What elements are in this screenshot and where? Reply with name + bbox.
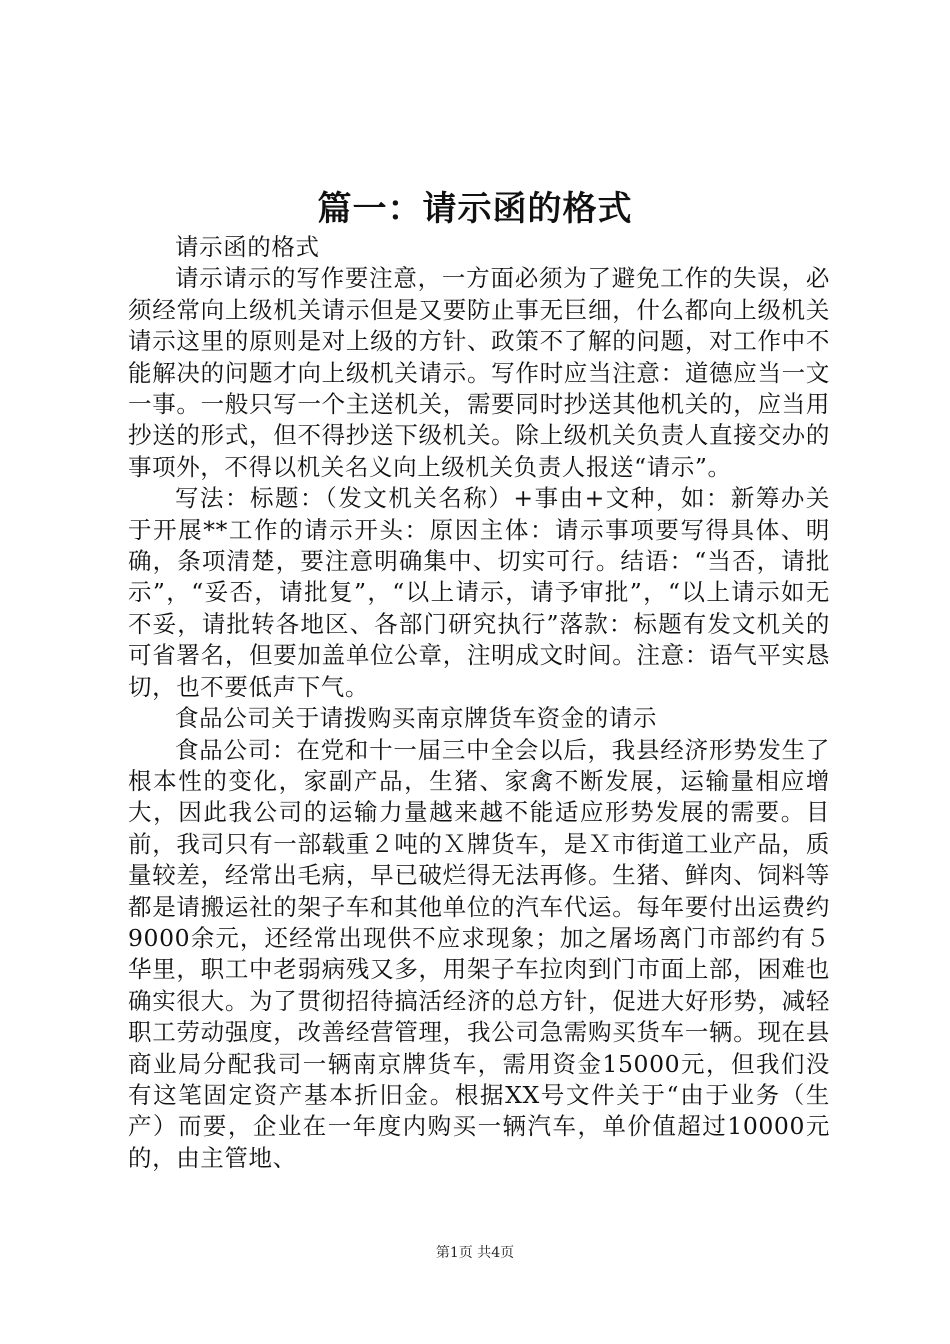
paragraph-example-body: 食品公司：在党和十一届三中全会以后，我县经济形势发生了根本性的变化，家副产品，生猪、家禽不断发展，运输量相应增大，因此我公司的运输力量越来越不能适应形势发展的需要。目前，我司只有一部载重２吨的Ｘ牌货车，是Ｘ市街道工业产品，质量较差，经常出毛病，早已破烂得无法再修。生猪、鲜肉、饲料等都是请搬运社的架子车和其他单位的汽车代运。每年要付出运费约9000余元，还经常出现供不应求现象；加之屠场离门市部约有５华里，职工中老弱病残又多，用架子车拉肉到门市面上部，困难也确实很大。为了贯彻招待搞活经济的总方针，促进大好形势，减轻职工劳动强度，改善经营管理，我公司急需购买货车一辆。现在县商业局分配我司一辆南京牌货车，需用资金15000元，但我们没有这笔固定资产基本折旧金。根据XX号文件关于“由于业务（生产）而要，企业在一年度内购买一辆汽车，单价值超过10000元的，由主管地、: [128, 735, 830, 1172]
document-body: [128, 232, 830, 1174]
paragraph-example-title: 食品公司关于请拨购买南京牌货车资金的请示: [175, 704, 657, 733]
paragraph-writing-notes: 请示请示的写作要注意，一方面必须为了避免工作的失误，必须经常向上级机关请示但是又要防止事无巨细，什么都向上级机关请示这里的原则是对上级的方针、政策不了解的问题，对工作中不能解决的问题才向上级机关请示。写作时应当注意：道德应当一文一事。一般只写一个主送机关，需要同时抄送其他机关的，应当用抄送的形式，但不得抄送下级机关。除上级机关负责人直接交办的事项外，不得以机关名义向上级机关负责人报送“请示”。: [128, 264, 830, 481]
paragraph-subtitle: 请示函的格式: [175, 233, 320, 261]
page-number-footer: 第1页 共4页: [435, 1245, 515, 1261]
document-title: 篇一：请示函的格式: [317, 189, 633, 229]
paragraph-writing-method: 写法：标题：（发文机关名称）+事由+文种，如：新筹办关于开展**工作的请示开头：原因主体：请示事项要写得具体、明确，条项清楚，要注意明确集中、切实可行。结语：“当否，请批示”，“妥否，请批复”，“以上请示，请予审批”，“以上请示如无不妥，请批转各地区、各部门研究执行”落款：标题有发文机关的可省署名，但要加盖单位公章，注明成文时间。注意：语气平实恳切，也不要低声下气。: [128, 484, 830, 701]
